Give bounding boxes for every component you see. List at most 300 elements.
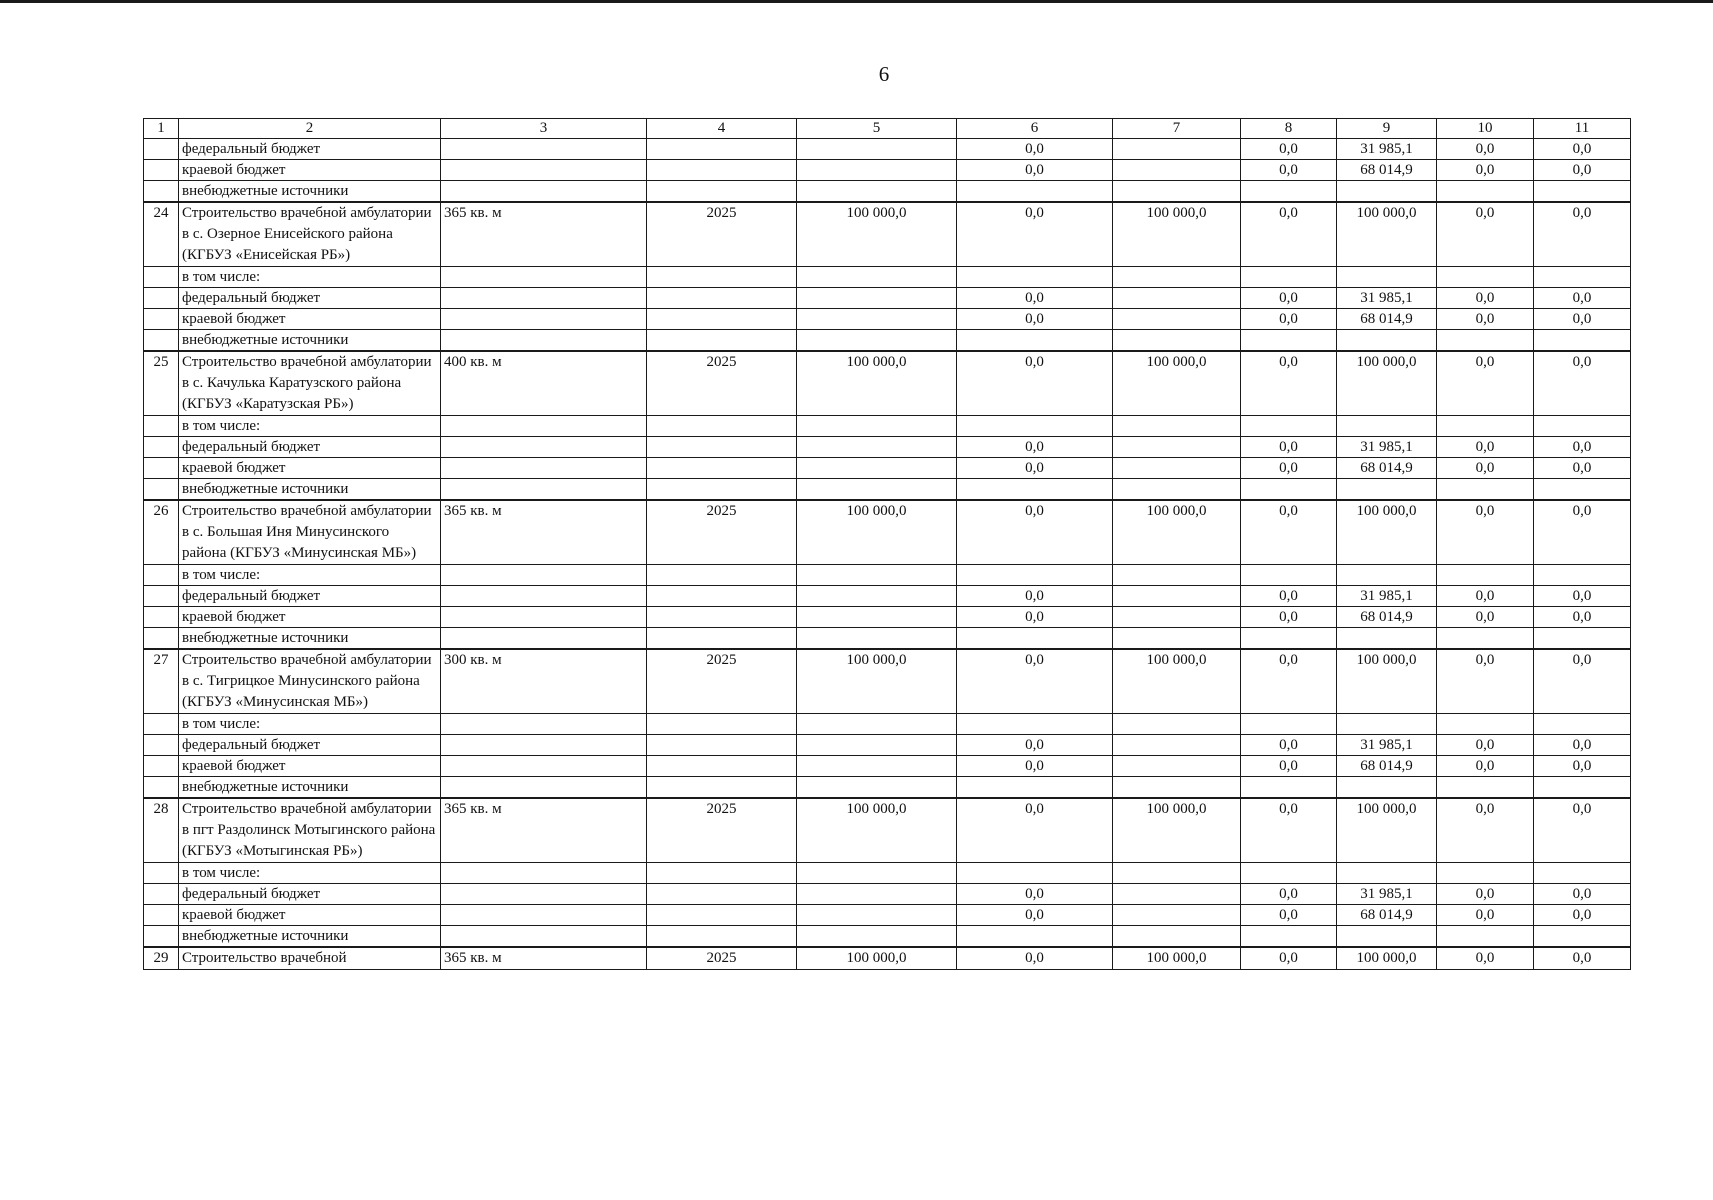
header-cell: 2 <box>179 119 441 139</box>
value-cell: 0,0 <box>957 798 1113 863</box>
value-cell: 68 014,9 <box>1337 160 1437 181</box>
value-cell: 0,0 <box>1437 649 1534 714</box>
value-cell: 0,0 <box>1534 309 1631 330</box>
extrabudgetary-row <box>144 628 1631 650</box>
value-cell: 0,0 <box>1241 905 1337 926</box>
value-cell: 100 000,0 <box>1113 798 1241 863</box>
federal-budget-row <box>144 139 1631 160</box>
table-cell <box>647 309 797 330</box>
project-name-cell: Строительство врачебной амбулатории в с. Тигрицкое Минусинского района (КГБУЗ «Минусинская МБ») <box>179 649 441 714</box>
value-cell: 68 014,9 <box>1337 309 1437 330</box>
row-number-cell: 26 <box>144 500 179 565</box>
regional-budget-row <box>144 905 1631 926</box>
table-cell <box>441 777 647 799</box>
table-cell <box>957 628 1113 650</box>
year-cell: 2025 <box>647 798 797 863</box>
row-number-cell <box>144 628 179 650</box>
value-cell: 0,0 <box>1534 202 1631 267</box>
table-cell <box>647 905 797 926</box>
table-cell <box>1534 863 1631 884</box>
table-cell <box>441 905 647 926</box>
row-label-cell: внебюджетные источники <box>179 777 441 799</box>
value-cell: 0,0 <box>1241 288 1337 309</box>
table-cell <box>441 714 647 735</box>
table-cell <box>797 628 957 650</box>
value-cell: 0,0 <box>1437 756 1534 777</box>
row-label-cell: внебюджетные источники <box>179 181 441 203</box>
table-cell <box>1337 863 1437 884</box>
table-cell <box>441 181 647 203</box>
row-label-cell: в том числе: <box>179 565 441 586</box>
table-cell <box>647 777 797 799</box>
table-cell <box>647 714 797 735</box>
value-cell: 100 000,0 <box>1337 649 1437 714</box>
row-label-cell: внебюджетные источники <box>179 926 441 948</box>
regional-budget-row <box>144 309 1631 330</box>
value-cell: 0,0 <box>1437 735 1534 756</box>
table-cell <box>1113 181 1241 203</box>
extrabudgetary-row <box>144 777 1631 799</box>
table-cell <box>1113 160 1241 181</box>
row-number-cell: 28 <box>144 798 179 863</box>
row-label-cell: федеральный бюджет <box>179 884 441 905</box>
project-row <box>144 649 1631 714</box>
table-cell <box>647 863 797 884</box>
budget-table <box>143 118 1631 970</box>
header-cell: 5 <box>797 119 957 139</box>
row-number-cell <box>144 288 179 309</box>
row-number-cell <box>144 926 179 948</box>
table-cell <box>647 267 797 288</box>
value-cell: 0,0 <box>1534 437 1631 458</box>
table-cell <box>647 330 797 352</box>
table-cell <box>441 160 647 181</box>
area-cell: 365 кв. м <box>441 500 647 565</box>
row-number-cell <box>144 884 179 905</box>
table-cell <box>441 884 647 905</box>
header-cell: 7 <box>1113 119 1241 139</box>
value-cell: 0,0 <box>1534 947 1631 970</box>
row-label-cell: в том числе: <box>179 267 441 288</box>
row-number-cell <box>144 735 179 756</box>
federal-budget-row <box>144 586 1631 607</box>
table-cell <box>1113 416 1241 437</box>
table-cell <box>957 479 1113 501</box>
value-cell: 0,0 <box>1437 437 1534 458</box>
value-cell: 100 000,0 <box>797 500 957 565</box>
table-cell <box>647 437 797 458</box>
table-cell <box>1337 330 1437 352</box>
table-cell <box>1113 628 1241 650</box>
table-cell <box>647 288 797 309</box>
extrabudgetary-row <box>144 926 1631 948</box>
value-cell: 0,0 <box>1241 309 1337 330</box>
value-cell: 0,0 <box>957 586 1113 607</box>
value-cell: 0,0 <box>1534 884 1631 905</box>
table-cell <box>441 735 647 756</box>
value-cell: 0,0 <box>1534 160 1631 181</box>
table-cell <box>1113 777 1241 799</box>
table-cell <box>1113 926 1241 948</box>
value-cell: 0,0 <box>957 458 1113 479</box>
year-cell: 2025 <box>647 500 797 565</box>
table-cell <box>957 714 1113 735</box>
header-cell: 3 <box>441 119 647 139</box>
table-cell <box>1437 267 1534 288</box>
scan-top-edge <box>0 0 1713 3</box>
value-cell: 0,0 <box>1241 884 1337 905</box>
value-cell: 0,0 <box>1534 798 1631 863</box>
value-cell: 100 000,0 <box>1113 649 1241 714</box>
row-label-cell: краевой бюджет <box>179 756 441 777</box>
table-cell <box>647 565 797 586</box>
row-label-cell: внебюджетные источники <box>179 628 441 650</box>
value-cell: 100 000,0 <box>797 798 957 863</box>
header-cell: 8 <box>1241 119 1337 139</box>
row-number-cell: 29 <box>144 947 179 970</box>
value-cell: 0,0 <box>1534 649 1631 714</box>
table-cell <box>1241 330 1337 352</box>
value-cell: 68 014,9 <box>1337 905 1437 926</box>
table-cell <box>441 330 647 352</box>
including-row <box>144 565 1631 586</box>
table-cell <box>1437 777 1534 799</box>
value-cell: 0,0 <box>957 756 1113 777</box>
value-cell: 0,0 <box>1241 756 1337 777</box>
value-cell: 0,0 <box>1241 160 1337 181</box>
table-cell <box>1437 479 1534 501</box>
regional-budget-row <box>144 160 1631 181</box>
table-cell <box>1534 926 1631 948</box>
row-number-cell <box>144 756 179 777</box>
table-cell <box>647 416 797 437</box>
header-row <box>144 119 1631 139</box>
table-cell <box>647 458 797 479</box>
value-cell: 0,0 <box>1241 586 1337 607</box>
table-cell <box>441 139 647 160</box>
table-cell <box>647 479 797 501</box>
table-cell <box>1534 777 1631 799</box>
table-cell <box>1241 926 1337 948</box>
row-number-cell <box>144 416 179 437</box>
table-cell <box>647 926 797 948</box>
table-cell <box>797 905 957 926</box>
table-cell <box>1113 267 1241 288</box>
budget-table-body <box>144 119 1631 970</box>
value-cell: 0,0 <box>957 202 1113 267</box>
value-cell: 100 000,0 <box>797 351 957 416</box>
table-cell <box>1241 863 1337 884</box>
row-label-cell: внебюджетные источники <box>179 479 441 501</box>
value-cell: 0,0 <box>957 607 1113 628</box>
value-cell: 68 014,9 <box>1337 607 1437 628</box>
value-cell: 31 985,1 <box>1337 735 1437 756</box>
table-cell <box>1113 288 1241 309</box>
value-cell: 31 985,1 <box>1337 139 1437 160</box>
including-row <box>144 267 1631 288</box>
value-cell: 68 014,9 <box>1337 756 1437 777</box>
table-cell <box>957 267 1113 288</box>
table-cell <box>1437 181 1534 203</box>
value-cell: 0,0 <box>1534 735 1631 756</box>
value-cell: 100 000,0 <box>1113 947 1241 970</box>
row-label-cell: федеральный бюджет <box>179 735 441 756</box>
value-cell: 31 985,1 <box>1337 884 1437 905</box>
federal-budget-row <box>144 735 1631 756</box>
table-cell <box>1241 416 1337 437</box>
row-label-cell: краевой бюджет <box>179 607 441 628</box>
table-cell <box>1113 756 1241 777</box>
including-row <box>144 416 1631 437</box>
table-cell <box>1534 479 1631 501</box>
regional-budget-row <box>144 756 1631 777</box>
value-cell: 0,0 <box>957 288 1113 309</box>
table-cell <box>647 586 797 607</box>
table-cell <box>797 586 957 607</box>
value-cell: 0,0 <box>1437 351 1534 416</box>
table-cell <box>1337 777 1437 799</box>
value-cell: 100 000,0 <box>797 947 957 970</box>
table-cell <box>797 607 957 628</box>
table-cell <box>797 288 957 309</box>
table-cell <box>1241 565 1337 586</box>
row-label-cell: федеральный бюджет <box>179 586 441 607</box>
table-cell <box>797 714 957 735</box>
value-cell: 68 014,9 <box>1337 458 1437 479</box>
table-cell <box>441 309 647 330</box>
row-number-cell <box>144 309 179 330</box>
table-cell <box>441 437 647 458</box>
project-row <box>144 500 1631 565</box>
area-cell: 365 кв. м <box>441 798 647 863</box>
value-cell: 0,0 <box>1437 884 1534 905</box>
table-cell <box>1337 479 1437 501</box>
table-cell <box>1534 267 1631 288</box>
table-cell <box>1534 181 1631 203</box>
row-number-cell <box>144 863 179 884</box>
value-cell: 0,0 <box>1534 586 1631 607</box>
row-number-cell <box>144 607 179 628</box>
value-cell: 100 000,0 <box>797 649 957 714</box>
value-cell: 0,0 <box>1241 351 1337 416</box>
row-label-cell: федеральный бюджет <box>179 288 441 309</box>
value-cell: 0,0 <box>1241 798 1337 863</box>
value-cell: 0,0 <box>1241 458 1337 479</box>
table-cell <box>1113 437 1241 458</box>
table-cell <box>1113 735 1241 756</box>
value-cell: 31 985,1 <box>1337 288 1437 309</box>
table-cell <box>1113 884 1241 905</box>
value-cell: 100 000,0 <box>1113 500 1241 565</box>
value-cell: 0,0 <box>1534 458 1631 479</box>
value-cell: 0,0 <box>1534 351 1631 416</box>
row-number-cell <box>144 160 179 181</box>
table-cell <box>1337 267 1437 288</box>
value-cell: 0,0 <box>957 735 1113 756</box>
table-cell <box>957 565 1113 586</box>
regional-budget-row <box>144 458 1631 479</box>
row-number-cell <box>144 777 179 799</box>
area-cell: 365 кв. м <box>441 947 647 970</box>
table-cell <box>797 139 957 160</box>
value-cell: 0,0 <box>1241 735 1337 756</box>
row-label-cell: краевой бюджет <box>179 458 441 479</box>
table-cell <box>647 607 797 628</box>
row-number-cell <box>144 586 179 607</box>
table-cell <box>1534 628 1631 650</box>
federal-budget-row <box>144 288 1631 309</box>
table-cell <box>1241 777 1337 799</box>
value-cell: 0,0 <box>957 884 1113 905</box>
table-cell <box>1113 863 1241 884</box>
row-label-cell: краевой бюджет <box>179 160 441 181</box>
table-cell <box>797 777 957 799</box>
table-cell <box>797 863 957 884</box>
value-cell: 0,0 <box>1437 798 1534 863</box>
row-label-cell: краевой бюджет <box>179 309 441 330</box>
table-cell <box>1241 181 1337 203</box>
project-row <box>144 798 1631 863</box>
value-cell: 0,0 <box>957 139 1113 160</box>
row-number-cell <box>144 905 179 926</box>
table-cell <box>441 863 647 884</box>
table-cell <box>1113 458 1241 479</box>
regional-budget-row <box>144 607 1631 628</box>
table-cell <box>1241 267 1337 288</box>
table-cell <box>647 884 797 905</box>
federal-budget-row <box>144 437 1631 458</box>
table-cell <box>1241 479 1337 501</box>
federal-budget-row <box>144 884 1631 905</box>
row-label-cell: в том числе: <box>179 714 441 735</box>
year-cell: 2025 <box>647 947 797 970</box>
table-cell <box>441 586 647 607</box>
value-cell: 0,0 <box>1437 202 1534 267</box>
table-cell <box>441 628 647 650</box>
value-cell: 100 000,0 <box>1113 202 1241 267</box>
table-cell <box>957 777 1113 799</box>
year-cell: 2025 <box>647 351 797 416</box>
table-cell <box>441 479 647 501</box>
page-number: 6 <box>878 62 890 86</box>
value-cell: 0,0 <box>957 437 1113 458</box>
value-cell: 100 000,0 <box>1113 351 1241 416</box>
project-name-cell: Строительство врачебной <box>179 947 441 970</box>
header-cell: 4 <box>647 119 797 139</box>
row-number-cell <box>144 714 179 735</box>
value-cell: 0,0 <box>1534 607 1631 628</box>
value-cell: 0,0 <box>1437 139 1534 160</box>
table-cell <box>1113 139 1241 160</box>
table-cell <box>957 926 1113 948</box>
table-cell <box>1337 181 1437 203</box>
value-cell: 0,0 <box>957 160 1113 181</box>
project-row <box>144 202 1631 267</box>
table-cell <box>1337 628 1437 650</box>
row-label-cell: в том числе: <box>179 416 441 437</box>
value-cell: 0,0 <box>1241 500 1337 565</box>
value-cell: 0,0 <box>1437 458 1534 479</box>
value-cell: 0,0 <box>1534 905 1631 926</box>
value-cell: 0,0 <box>1437 607 1534 628</box>
table-cell <box>1534 565 1631 586</box>
row-number-cell <box>144 267 179 288</box>
table-cell <box>797 884 957 905</box>
value-cell: 0,0 <box>1437 500 1534 565</box>
value-cell: 0,0 <box>1241 202 1337 267</box>
value-cell: 0,0 <box>957 947 1113 970</box>
project-name-cell: Строительство врачебной амбулатории в с. Озерное Енисейского района (КГБУЗ «Енисейская РБ») <box>179 202 441 267</box>
project-name-cell: Строительство врачебной амбулатории в с. Качулька Каратузского района (КГБУЗ «Каратузская РБ») <box>179 351 441 416</box>
year-cell: 2025 <box>647 202 797 267</box>
table-cell <box>1437 926 1534 948</box>
table-cell <box>1241 628 1337 650</box>
table-cell <box>797 479 957 501</box>
row-number-cell: 25 <box>144 351 179 416</box>
value-cell: 0,0 <box>1241 947 1337 970</box>
row-number-cell <box>144 330 179 352</box>
table-cell <box>1113 565 1241 586</box>
row-label-cell: краевой бюджет <box>179 905 441 926</box>
extrabudgetary-row <box>144 181 1631 203</box>
table-cell <box>1337 416 1437 437</box>
row-number-cell <box>144 437 179 458</box>
table-cell <box>797 416 957 437</box>
table-cell <box>1113 607 1241 628</box>
table-cell <box>441 416 647 437</box>
table-cell <box>1113 714 1241 735</box>
table-cell <box>647 756 797 777</box>
table-cell <box>797 735 957 756</box>
table-cell <box>957 863 1113 884</box>
value-cell: 0,0 <box>1241 649 1337 714</box>
value-cell: 31 985,1 <box>1337 437 1437 458</box>
header-cell: 6 <box>957 119 1113 139</box>
project-row <box>144 351 1631 416</box>
including-row <box>144 714 1631 735</box>
table-cell <box>441 288 647 309</box>
table-cell <box>1241 714 1337 735</box>
table-cell <box>441 607 647 628</box>
row-label-cell: федеральный бюджет <box>179 139 441 160</box>
value-cell: 100 000,0 <box>797 202 957 267</box>
table-cell <box>441 926 647 948</box>
table-cell <box>647 628 797 650</box>
value-cell: 100 000,0 <box>1337 798 1437 863</box>
table-cell <box>797 330 957 352</box>
header-cell: 1 <box>144 119 179 139</box>
table-cell <box>797 458 957 479</box>
row-number-cell: 24 <box>144 202 179 267</box>
table-cell <box>647 735 797 756</box>
table-cell <box>1337 926 1437 948</box>
value-cell: 0,0 <box>1437 905 1534 926</box>
value-cell: 0,0 <box>1437 309 1534 330</box>
value-cell: 0,0 <box>1241 437 1337 458</box>
including-row <box>144 863 1631 884</box>
value-cell: 0,0 <box>1437 947 1534 970</box>
table-cell <box>797 437 957 458</box>
table-cell <box>1113 479 1241 501</box>
table-cell <box>441 756 647 777</box>
value-cell: 0,0 <box>1534 288 1631 309</box>
table-cell <box>1113 905 1241 926</box>
value-cell: 0,0 <box>1437 288 1534 309</box>
extrabudgetary-row <box>144 479 1631 501</box>
table-cell <box>647 160 797 181</box>
table-cell <box>1437 416 1534 437</box>
value-cell: 100 000,0 <box>1337 947 1437 970</box>
